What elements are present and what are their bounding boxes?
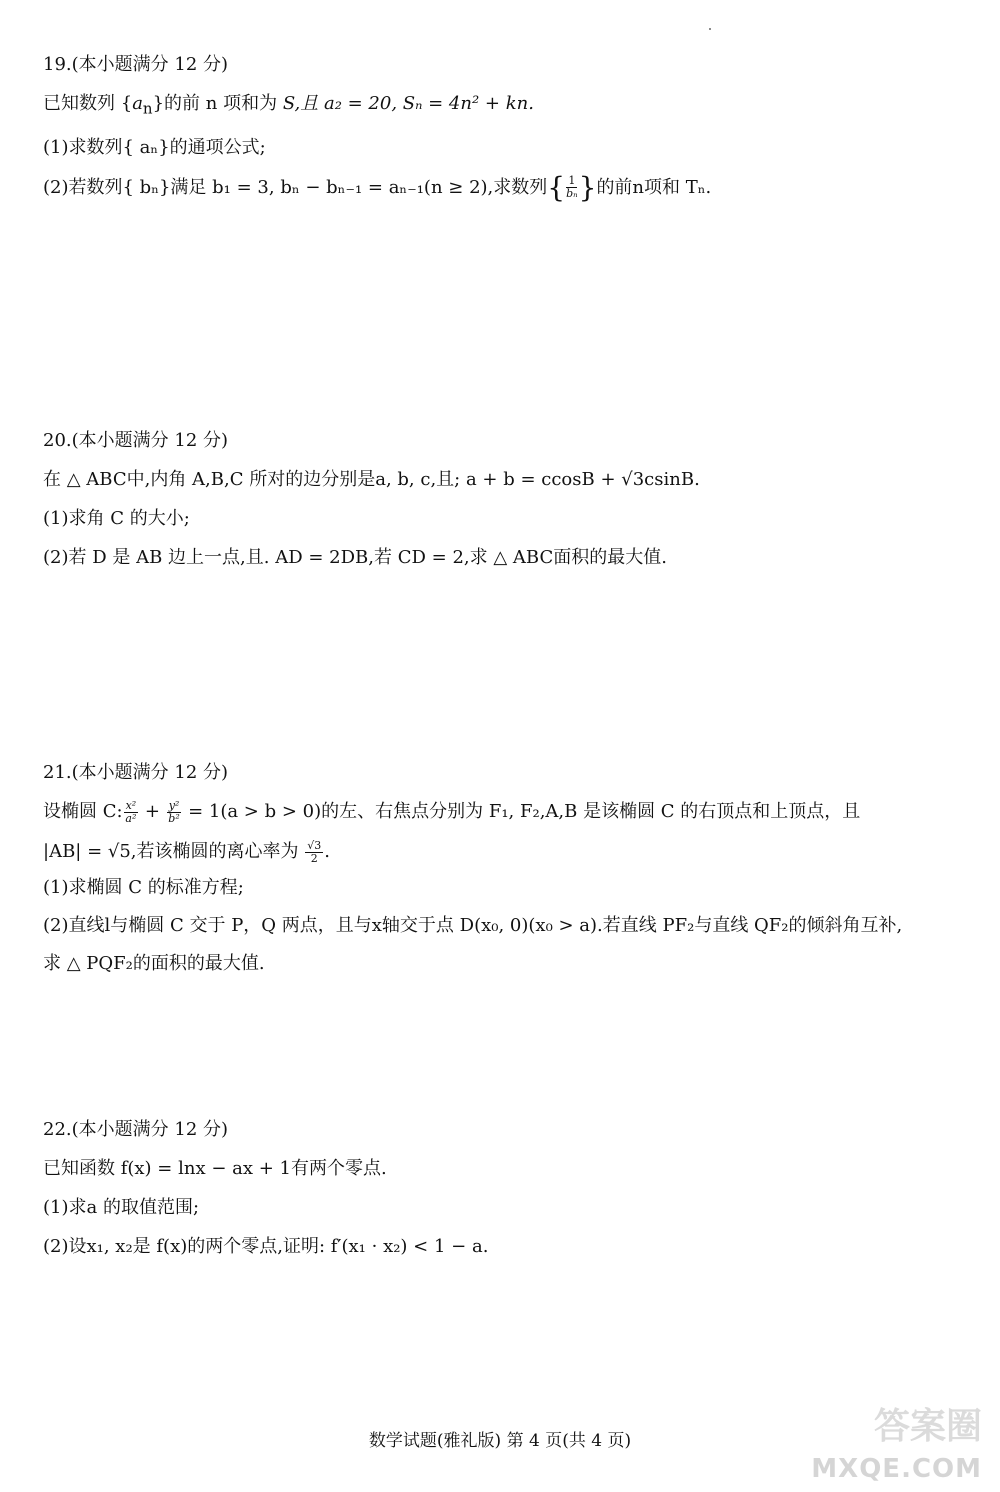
q21-line2-pre: |AB| = √5,若该椭圆的离心率为 bbox=[43, 841, 305, 862]
q20-part2: (2)若 D 是 AB 边上一点,且. AD = 2DB,若 CD = 2,求 △ ABC面积的最大值. bbox=[43, 547, 667, 568]
q21-stem bbox=[43, 799, 973, 825]
left-brace-icon: { bbox=[547, 170, 566, 204]
q21-fy-den: b² bbox=[168, 811, 180, 825]
question-21 bbox=[43, 760, 973, 977]
q22-part2: (2)设x₁, x₂是 f(x)的两个零点,证明: f′(x₁ · x₂) < 1 − a. bbox=[43, 1236, 489, 1257]
q21-frac-e bbox=[305, 840, 323, 865]
q21-part1: (1)求椭圆 C 的标准方程; bbox=[43, 877, 244, 898]
q19-stem-pre: 已知数列 { bbox=[43, 93, 133, 114]
q21-e-num: √3 bbox=[307, 838, 322, 852]
q22-part1: (1)求a 的取值范围; bbox=[43, 1197, 200, 1218]
q21-fy-num: y² bbox=[168, 798, 180, 812]
watermark-top: 答案圈 bbox=[873, 1406, 982, 1447]
q21-fx-den: a² bbox=[125, 811, 137, 825]
q19-part2 bbox=[43, 170, 973, 204]
q20-stem: 在 △ ABC中,内角 A,B,C 所对的边分别是a, b, c,且; a + b = ccosB + √3csinB. bbox=[43, 469, 700, 490]
q20-header: 20.(本小题满分 12 分) bbox=[43, 430, 229, 451]
question-22 bbox=[43, 1117, 973, 1260]
q19-stem-S: S bbox=[282, 93, 295, 114]
q19-header: 19.(本小题满分 12 分) bbox=[43, 54, 229, 75]
question-20 bbox=[43, 428, 973, 571]
right-brace-icon: } bbox=[578, 170, 597, 204]
q19-stem-a: a bbox=[132, 93, 143, 114]
q21-frac-y bbox=[167, 800, 182, 825]
watermark-bottom: MXQE.COM bbox=[811, 1454, 982, 1484]
q21-fx-num: x² bbox=[125, 798, 137, 812]
q19-stem-mid: }的前 n 项和为 bbox=[152, 93, 283, 114]
q19-part2-pre: (2)若数列{ bₙ}满足 b₁ = 3, bₙ − bₙ₋₁ = aₙ₋₁(n ≥ 2),求数列 bbox=[43, 176, 548, 198]
watermark-logo bbox=[777, 1398, 982, 1484]
q21-plus: + bbox=[139, 801, 166, 822]
q21-frac-x bbox=[124, 800, 139, 825]
q19-frac-num: 1 bbox=[568, 174, 576, 188]
scan-dot bbox=[709, 28, 711, 30]
q21-header: 21.(本小题满分 12 分) bbox=[43, 762, 229, 783]
q21-e-den: 2 bbox=[310, 851, 318, 865]
q19-part2-post: 的前n项和 Tₙ. bbox=[596, 176, 712, 198]
q21-part2b: 求 △ PQF₂的面积的最大值. bbox=[43, 953, 265, 974]
q19-stem-rest: ,且 a₂ = 20, Sₙ = 4n² + kn. bbox=[294, 93, 534, 114]
q21-stem-post: = 1(a > b > 0)的左、右焦点分别为 F₁, F₂,A,B 是该椭圆 C 的右顶点和上顶点，且 bbox=[182, 801, 861, 822]
q22-stem: 已知函数 f(x) = lnx − ax + 1有两个零点. bbox=[43, 1158, 387, 1179]
page-footer: 数学试题(雅礼版) 第 4 页(共 4 页) bbox=[368, 1431, 632, 1451]
question-19 bbox=[43, 52, 973, 204]
q19-stem bbox=[43, 91, 973, 122]
q21-line2 bbox=[43, 839, 973, 865]
q21-part2a: (2)直线l与椭圆 C 交于 P，Q 两点，且与x轴交于点 D(x₀, 0)(x₀ > a).若直线 PF₂与直线 QF₂的倾斜角互补, bbox=[43, 915, 903, 936]
q20-part1: (1)求角 C 的大小; bbox=[43, 508, 190, 529]
q19-stem-sub: n bbox=[142, 99, 153, 118]
q19-fraction bbox=[566, 175, 578, 200]
q21-stem-pre: 设椭圆 C: bbox=[43, 801, 123, 822]
q19-part1: (1)求数列{ aₙ}的通项公式; bbox=[43, 136, 266, 158]
q22-header: 22.(本小题满分 12 分) bbox=[43, 1119, 229, 1140]
q21-line2-post: . bbox=[324, 841, 330, 862]
q19-frac-den: bₙ bbox=[566, 187, 578, 201]
